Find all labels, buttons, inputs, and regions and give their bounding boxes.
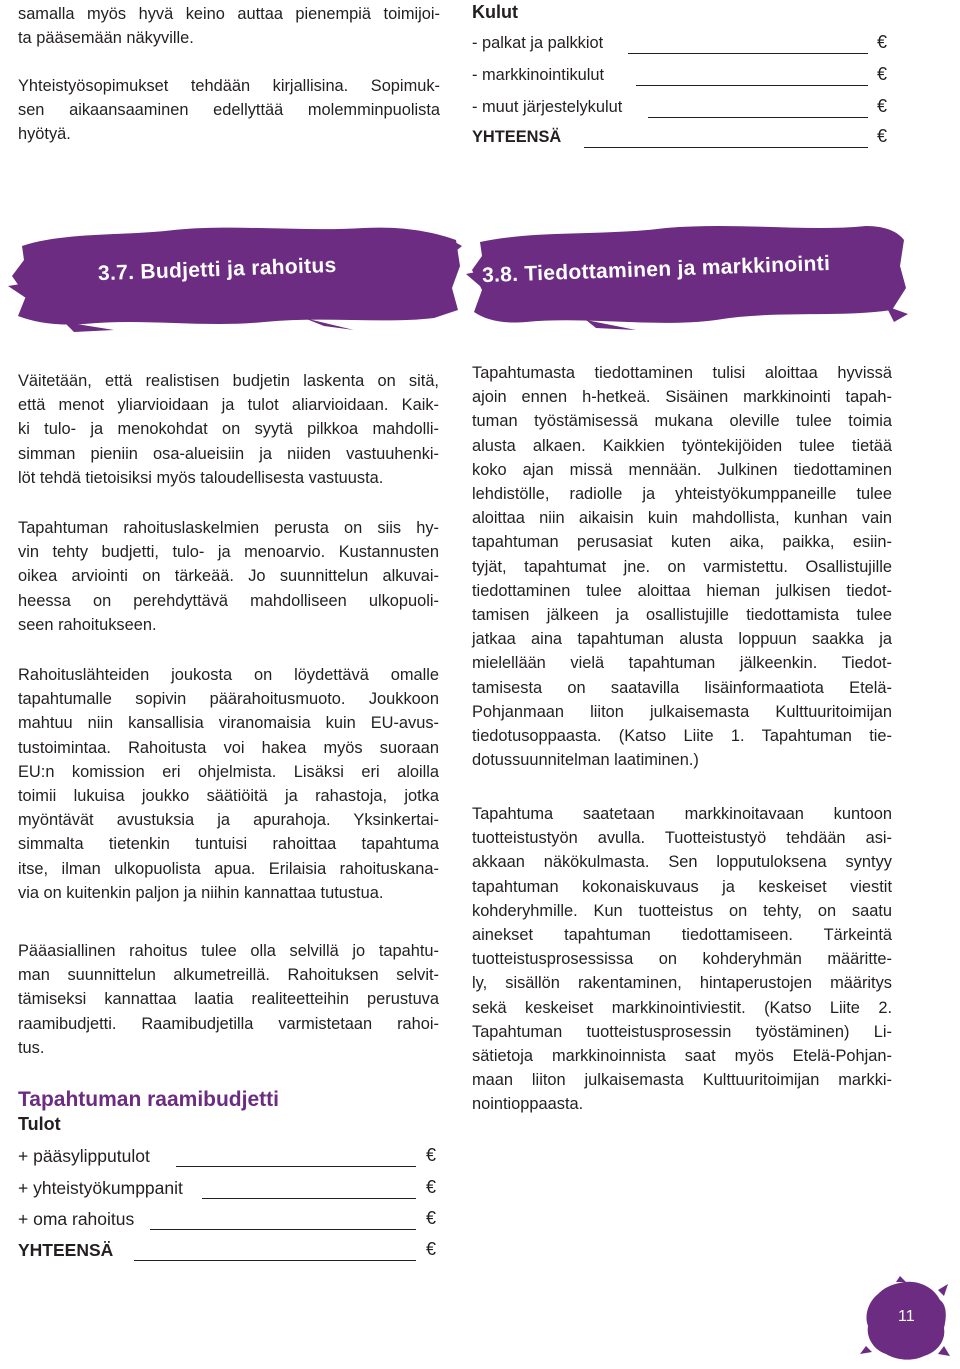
budget-paragraph-4 xyxy=(18,939,439,1060)
tulot-row-label: + yhteistyökumppanit xyxy=(18,1178,183,1198)
intro-paragraph-1 xyxy=(18,2,440,50)
text-line: hyötyä. xyxy=(18,125,71,144)
text-line: tapahtuman kokonaiskuvaus ja keskeiset viestit xyxy=(472,877,892,896)
text-line: sätietoja markkinoinnista saat myös Etelä-Pohjan- xyxy=(472,1047,892,1066)
text-line: ainekset tapahtuman tiedottamiseen. Tärkeintä xyxy=(472,926,892,945)
text-line: man suunnittelun alkumetreillä. Rahoituksen selvit- xyxy=(18,966,439,985)
page-number: 11 xyxy=(898,1308,915,1325)
text-line: oikea arviointi on tärkeää. Jo suunnittelun alkuvai- xyxy=(18,567,439,586)
text-line: simmalta tietenkin tuntuisi rahoittaa tapahtuma xyxy=(18,835,439,854)
text-line: Yhteistyösopimukset tehdään kirjallisina. Sopimuk- xyxy=(18,77,440,95)
text-line: toimii lukuisa joukko säätiöitä ja rahastoja, jotka xyxy=(18,787,439,806)
text-line: tamisen jälkeen ja osallistujille tiedottamista tulee xyxy=(472,606,892,625)
text-line: aloittaa niin aikaisin kuin mahdollista, kunhan vain xyxy=(472,509,892,528)
text-line: itse, ilman ulkopuolista apua. Erilaisia rahoituskana- xyxy=(18,859,439,878)
kulut-list xyxy=(472,34,892,154)
text-line: simman pieniin osa-alueisiin ja niiden vastuuhenki- xyxy=(18,444,439,463)
text-line: seen rahoitukseen. xyxy=(18,615,157,634)
text-line: sekä keskeiset markkinointiviestit. (Katso Liite 2. xyxy=(472,998,892,1017)
text-line: lehdistölle, radiolle ja yhteistyökumppaneille tulee xyxy=(472,485,892,504)
text-line: nointioppaasta. xyxy=(472,1095,584,1114)
text-line: heessa on perehdyttävä mahdolliseen ulkopuoli- xyxy=(18,591,439,610)
tulot-heading: Tulot xyxy=(18,1114,61,1134)
tulot-total-label: YHTEENSÄ xyxy=(18,1240,114,1260)
euro-sign: € xyxy=(426,1145,437,1165)
euro-sign: € xyxy=(426,1177,437,1197)
text-line: tamisesta on saatavilla lisäinformaatiota Etelä- xyxy=(472,678,892,697)
text-line: via on kuitenkin paljon ja niihin kannattaa tutustua. xyxy=(18,883,384,902)
text-line: ajoin ennen h-hetkeä. Sisäinen markkinointi tapah- xyxy=(472,388,892,407)
text-line: vin tehty budjetti, tulo- ja menoarvio. Kustannusten xyxy=(18,543,439,562)
kulut-row-label: - muut järjestelykulut xyxy=(472,98,623,116)
text-line: EU:n komission eri ohjelmista. Lisäksi eri aloilla xyxy=(18,762,439,781)
text-line: tämiseksi kannattaa laatia realiteetteihin perustuva xyxy=(18,990,439,1009)
text-line: ly, sisällön rakentaminen, hintaperustojen määritys xyxy=(472,974,892,993)
text-line: Väitetään, että realistisen budjetin laskenta on sitä, xyxy=(18,372,439,390)
section-title-budget: 3.7. Budjetti ja rahoitus xyxy=(97,253,337,286)
text-line: tiedottaminen tulee aloittaa hieman julkisen tiedot- xyxy=(472,581,892,600)
communication-paragraph-2 xyxy=(472,802,892,1117)
kulut-total-line xyxy=(584,147,868,148)
text-line: Tapahtuma saatetaan markkinoitavaan kuntoon xyxy=(472,805,892,823)
text-line: tapahtuman perusasiat kuten aika, paikka, esiin- xyxy=(472,533,892,552)
text-line: tustoimintaa. Rahoitusta voi hakea myös suoraan xyxy=(18,738,439,757)
section-banner-3-8 xyxy=(466,210,908,336)
kulut-heading: Kulut xyxy=(472,2,518,22)
kulut-row xyxy=(472,32,888,53)
tulot-total-line xyxy=(134,1260,416,1261)
tulot-total-row xyxy=(18,1239,437,1261)
text-line: akkaan näkökulmasta. Sen lopputuloksena syntyy xyxy=(472,853,892,872)
page-number-badge xyxy=(860,1276,950,1362)
text-line: ki tulo- ja menokohdat on syytä pilkkoa mahdolli- xyxy=(18,420,439,439)
kulut-row xyxy=(472,64,888,85)
euro-sign: € xyxy=(877,32,888,52)
tulot-row-line xyxy=(176,1166,416,1167)
text-line: maan liiton julkaisemasta Kulttuuritoimijan markki- xyxy=(472,1071,892,1090)
euro-sign: € xyxy=(877,126,888,146)
tulot-list xyxy=(18,1146,442,1270)
euro-sign: € xyxy=(877,96,888,116)
budget-paragraph-2 xyxy=(18,516,439,637)
text-line: dotussuunnitelman laatiminen.) xyxy=(472,751,699,770)
text-line: alusta alkaen. Kaikkien työntekijöiden tulee tietää xyxy=(472,436,892,455)
text-line: samalla myös hyvä keino auttaa pienempiä toimijoi- xyxy=(18,5,440,23)
kulut-row-label: - palkat ja palkkiot xyxy=(472,34,604,52)
kulut-row-label: - markkinointikulut xyxy=(472,66,605,84)
text-line: tyjät, tapahtumat jne. on varmistettu. Osallistujille xyxy=(472,557,892,576)
text-line: Pohjanmaan liiton julkaisemasta Kulttuuritoimijan xyxy=(472,702,892,721)
kulut-row-line xyxy=(636,85,868,86)
budget-paragraph-3 xyxy=(18,663,439,905)
text-line: Rahoituslähteiden joukosta on löydettävä omalle xyxy=(18,666,439,684)
euro-sign: € xyxy=(426,1208,437,1228)
tulot-row xyxy=(18,1208,437,1230)
text-line: tuman työstämisessä mukana oleville tulee toimia xyxy=(472,412,892,431)
kulut-total-label: YHTEENSÄ xyxy=(472,128,562,146)
kulut-row xyxy=(472,96,888,117)
text-line: tuotteistusprosessissa on kohderyhmän määritte- xyxy=(472,950,892,969)
euro-sign: € xyxy=(426,1239,437,1259)
text-line: Tapahtuman tuotteistusprosessin työstäminen) Li- xyxy=(472,1022,892,1041)
text-line: mielellään vielä tapahtuman jälkeenkin. Tiedot- xyxy=(472,654,892,673)
intro-paragraph-2 xyxy=(18,74,440,147)
communication-paragraph-1 xyxy=(472,361,892,772)
kulut-total-row xyxy=(472,126,888,147)
text-line: mahtuu niin kansallisia viranomaisia kuin EU-avus- xyxy=(18,714,439,733)
tulot-row-label: + pääsylipputulot xyxy=(18,1146,150,1166)
text-line: kohderyhmille. Kun tuotteistus on tehty, on saatu xyxy=(472,901,892,920)
text-line: tapahtumalle sopivin päärahoitusmuoto. Joukkoon xyxy=(18,690,439,709)
text-line: tiedotusoppaasta. (Katso Liite 1. Tapahtuman tie- xyxy=(472,727,892,746)
text-line: tus. xyxy=(18,1038,45,1057)
text-line: sen aikaansaaminen edellyttää molemminpuolista xyxy=(18,101,440,120)
text-line: löt tehdä tietoisiksi myös taloudellisesta vastuusta. xyxy=(18,468,384,487)
text-line: tuotteistustyön avulla. Tuotteistustyö tehdään asi- xyxy=(472,829,892,848)
text-line: ta pääsemään näkyville. xyxy=(18,29,194,48)
tulot-row xyxy=(18,1177,437,1199)
section-title-communication: 3.8. Tiedottaminen ja markkinointi xyxy=(481,251,831,288)
euro-sign: € xyxy=(877,64,888,84)
kulut-row-line xyxy=(648,117,868,118)
text-line: että menot yliarvioidaan ja tulot aliarvioidaan. Kaik- xyxy=(18,396,439,415)
text-line: Pääasiallinen rahoitus tulee olla selvillä jo tapahtu- xyxy=(18,942,439,960)
section-banner-3-7 xyxy=(4,206,462,338)
budget-paragraph-1 xyxy=(18,369,439,490)
tulot-row-line xyxy=(150,1229,416,1230)
text-line: raamibudjetti. Raamibudjetilla varmistetaan rahoi- xyxy=(18,1014,439,1033)
tulot-row-label: + oma rahoitus xyxy=(18,1209,135,1229)
text-line: koko ajan missä mennään. Julkinen tiedottaminen xyxy=(472,460,892,479)
frame-budget-title: Tapahtuman raamibudjetti xyxy=(18,1088,279,1111)
kulut-row-line xyxy=(628,53,868,54)
tulot-row xyxy=(18,1145,437,1167)
text-line: jatkaa aina tapahtuman alusta loppuun saakka ja xyxy=(472,630,892,649)
tulot-row-line xyxy=(202,1198,416,1199)
text-line: myöntävät avustuksia ja apurahoja. Yksinkertai- xyxy=(18,811,439,830)
text-line: Tapahtuman rahoituslaskelmien perusta on siis hy- xyxy=(18,519,439,537)
text-line: Tapahtumasta tiedottaminen tulisi aloittaa hyvissä xyxy=(472,364,892,382)
